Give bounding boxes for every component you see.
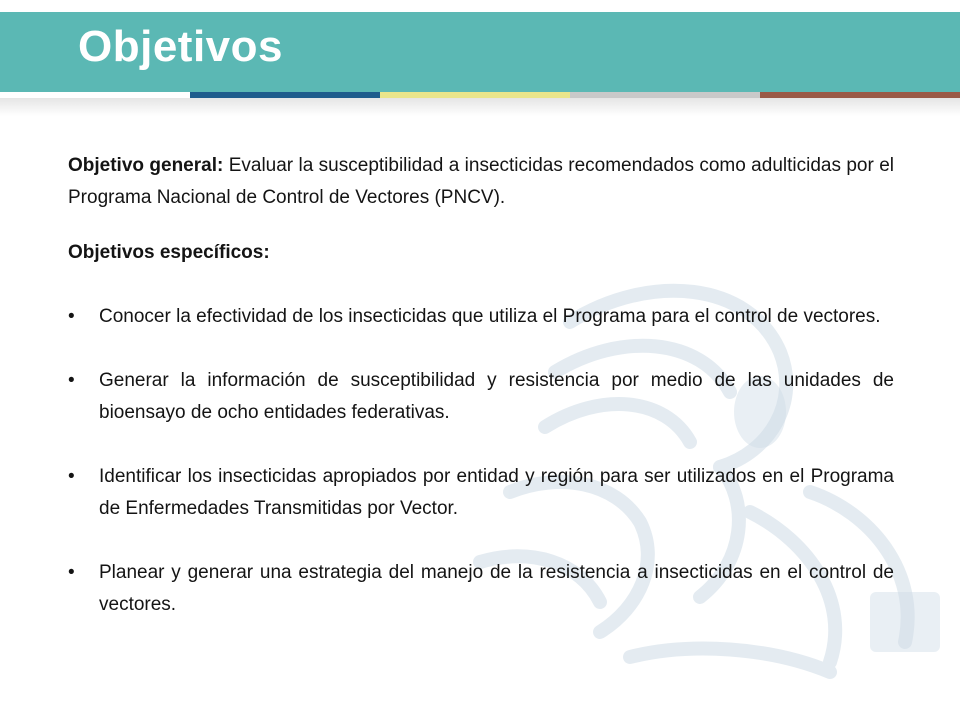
bullet-icon: • bbox=[68, 562, 75, 583]
specific-objectives-heading-text: Objetivos específicos: bbox=[68, 242, 270, 263]
general-objective bbox=[68, 150, 894, 214]
specific-objectives-heading bbox=[68, 237, 894, 269]
list-item-text: Planear y generar una estrategia del manejo de la resistencia a insecticidas en el control de vectores. bbox=[99, 562, 894, 615]
list-item-text: Conocer la efectividad de los insecticidas que utiliza el Programa para el control de vectores. bbox=[99, 306, 881, 327]
bullet-icon: • bbox=[68, 466, 75, 487]
slide-content bbox=[68, 150, 894, 621]
spacer bbox=[68, 214, 894, 237]
general-objective-text: Evaluar la susceptibilidad a insecticidas recomendados como adulticidas por el Programa Nacional de Control de Vectores (PNCV). bbox=[68, 155, 894, 208]
bullet-icon: • bbox=[68, 370, 75, 391]
spacer bbox=[68, 269, 894, 301]
bullet-icon: • bbox=[68, 306, 75, 327]
list-item-text: Identificar los insecticidas apropiados por entidad y región para ser utilizados en el Programa de Enfermedades Transmitidas por Vector. bbox=[99, 466, 894, 519]
list-item bbox=[68, 557, 894, 621]
list-item-text: Generar la información de susceptibilidad y resistencia por medio de las unidades de bioensayo de ocho entidades federativas. bbox=[99, 370, 894, 423]
specific-objectives-list bbox=[68, 301, 894, 621]
general-objective-label: Objetivo general: bbox=[68, 155, 224, 176]
list-item bbox=[68, 365, 894, 429]
list-item bbox=[68, 461, 894, 525]
header-shadow bbox=[0, 98, 960, 116]
slide-title: Objetivos bbox=[78, 22, 283, 71]
list-item bbox=[68, 301, 894, 333]
